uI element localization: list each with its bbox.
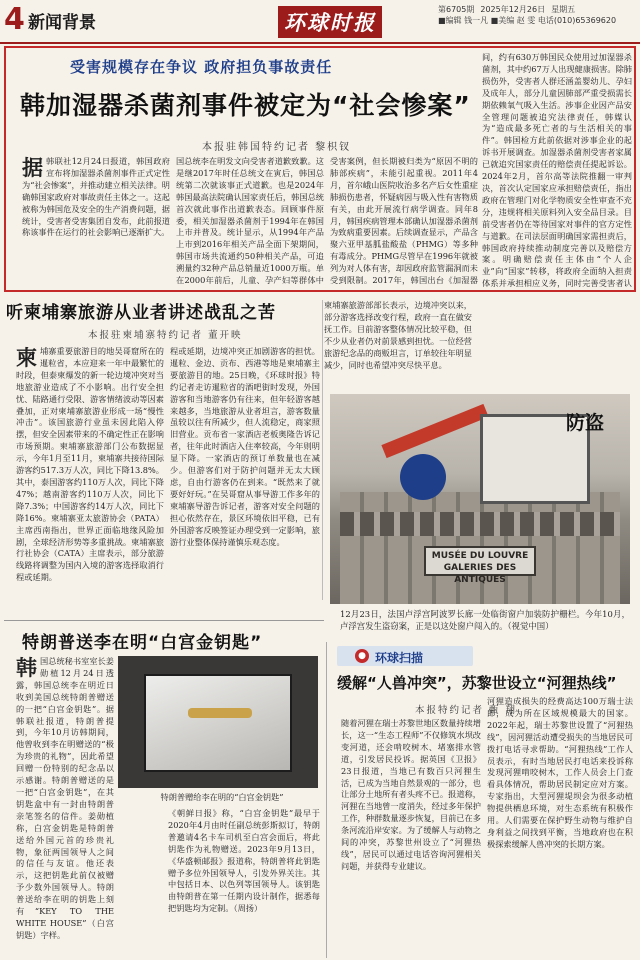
section-name: 新闻背景 [28, 13, 96, 33]
story4-column-1: 随着河狸在瑞士苏黎世地区数量持续增长，这一“生态工程师”不仅修筑水坝改变河道，还会啃咬树木、堵塞排水管道，引发居民投诉。据英国《卫报》23日报道，当地已有数百只河狸生活，已成为当地自然景观的一部分，也让部分土地所有者头疼不已。报道称，河狸在当地曾一度消失，经过多年保护工作，种群数量逐步恢复，目前已在多条河流沿岸安家。为了缓解人与动物之间的冲突，苏黎世州设立了“河狸热线”，居民可以通过电话咨询河狸相关问题，并获得专业建议。 [341, 718, 481, 871]
story2-dropcap: 柬 [16, 346, 37, 370]
issue-date: 2025年12月26日 [480, 5, 546, 14]
lead-article [4, 46, 636, 292]
story2-byline: 本报驻柬埔寨特约记者 董开映 [88, 330, 243, 341]
lead-column-2: 国总统李在明发文向受害者道歉致歉。这是继2017年时任总统文在寅后，韩国总统第二次就该事正式道歉。也是2024年韩国最高法院确认国家责任后，韩国总统首次就此事作出道歉表态。回顾事件原委，相关加湿器杀菌剂于1994年在韩国上市并普及。统计显示，从1994年产品上市到2016年相关产品全面下架期间，韩国市场共流通约50种相关产品，可追溯量约32种产品总销量近1000万瓶。单在2000年前后，儿童、孕产妇等群体中 [176, 156, 324, 286]
story4-column-2: 河狸造成损失的经费高达100万瑞士法郎，成为所在区域规模最大的国家。2022年起，瑞士苏黎世设置了“河狸热线”，因河狸活动遭受损失的当地居民可拨打电话寻求帮助。“河狸热线”工作人员表示，有时当地居民打电话来投诉称发现河狸啃咬树木，工作人员会上门查看具体情况，帮助居民制定应对方案。专家指出，大型河狸堤坝会为很多动植物提供栖息环境，对生态系统有积极作用。人们需要在保护野生动物与维护自身利益之间找到平衡，当地政府也在积极探索缓解人兽冲突的长期方案。 [487, 696, 633, 849]
museum-sign-line-2: GALERIES DES ANTIQUES [443, 563, 517, 585]
issue-number: 第6705期 [438, 5, 475, 14]
lead-column-4: 间，约有630万韩国民众使用过加湿器杀菌剂，其中约67万人出现健康损害。除肺损伤外，受害者人群还涵盖婴幼儿、孕妇及成年人，部分儿童因肺部严重受损需长期依赖氧气吸入生活。涉事企业因产品安全管理问题被追究法律责任，韩媒认为“造成最多死亡者的与生活相关的事件”。韩国检方此前依据对涉事企业的起诉书开展调查。加湿器杀菌剂受害者家属已就追究国家责任的赔偿责任提起诉讼。2024年2月，首尔高等法院推翻一审判决，首次认定国家应承担赔偿责任，指出政府在管理门对化学物质安全性审查不充分，违规将相关原料列入安全品目录。目前受害者仍在等待国家对事件的官方定性与道歉。在司法层面明确国家需担责后，韩国政府持续推动制度完善以及赔偿方案。明确赔偿责任主体由“个人企业”向“国家”转移，将政府全面纳入担责体系并承担相应义务，同时完善受害者认 [482, 52, 632, 288]
photo-label: 防盗 [566, 412, 605, 434]
story3-column-1-text: 国总统秘书室室长姜勋植12月24日透露，韩国总统李在明近日收到美国总统特朗普赠送的一把“白宫金钥匙”。据韩联社报道，特朗普提到，今年10月访韩期间，他曾收到李在明赠送的“极为珍贵的礼物”，因此希望回赠一份特别的纪念品以示感谢。特朗普赠送的是一把“白宫金钥匙”，在其钥匙盒中有一封由特朗普亲笔签名的信件。姜勋植称，白宫金钥匙是特朗普送给外国元首的珍贵礼物，象征两国领导人之间的信任与友谊。他还表示，这把钥匙此前仅被赠予少数外国领导人。特朗普送给李在明的钥匙上刻有“KEY TO THE WHITE HOUSE”（白宫钥匙）字样。 [16, 656, 114, 940]
global-scan-tag [337, 646, 473, 666]
page-number: 4 [4, 2, 25, 37]
golden-key-photo [118, 656, 318, 788]
lead-byline: 本报驻韩国特约记者 黎枳钗 [202, 142, 352, 153]
lead-dropcap: 据 [22, 156, 43, 180]
museum-arches [340, 512, 620, 536]
key-box [144, 674, 292, 772]
photo-watermark-seal [400, 454, 446, 500]
story4-byline: 本报特约记者 甄 翔 [415, 705, 518, 716]
lead-headline: 韩加湿器杀菌剂事件被定为“社会惨案” [20, 91, 471, 120]
story2-headline: 听柬埔寨旅游从业者讲述战乱之苦 [6, 303, 276, 323]
globe-icon: ● [355, 649, 369, 663]
lead-kicker: 受害规模存在争议 政府担负事故责任 [70, 58, 333, 76]
story3-column-1 [16, 656, 114, 952]
news-photo [330, 394, 630, 604]
column-divider [322, 300, 323, 600]
story2-column-1-text: 埔寨重要旅游目的地吴哥窟所在的暹粒省，本应迎来一年中最繁忙的时段，但泰柬爆发的新一轮边境冲突对当地旅游业造成了不小影响。出行安全担忧、陆路通行受限、游客情绪波动等因素叠加，正对柬埔寨旅游业形成一场“慢性冲击”。该国旅游行业虽未因此陷入停摆，但安全因素带来的不确定性正在影响市场预期。柬埔寨旅游部门公布数据显示，今年1月至11月，柬埔寨共接待国际游客约517.3万人次，同比下降13.8%。其中，泰国游客约110万人次，同比下降47%；越南游客约110万人次，同比下降7.3%；中国游客约14万人次，同比下降16%。柬埔寨亚太旅游协会（PATA）主席西南指出，世界正面临地缘风险加剧，全球经济形势等多重挑战。柬埔寨旅行社协会（CATA）主席表示，部分旅游线路将调整为国内入境的游客选择取消行程或延期。 [16, 346, 164, 583]
lead-column-1-text: 韩联社12月24日报道，韩国政府宣布将加湿器杀菌剂事件正式定性为“社会惨案”，并推动建立相关法律。明确韩国家政府对事故责任主体之一。这起被称为韩国危及安全的生产消费问题，据统计，受害者受害集团自发布，此前报道称该事件在运行的社会影响已逐渐扩大。 [22, 156, 170, 238]
lead-column-1 [22, 156, 170, 288]
story3-headline: 特朗普送李在明“白宫金钥匙” [22, 633, 263, 653]
global-scan-label: 环球扫描 [375, 651, 424, 665]
museum-sign [424, 546, 536, 585]
golden-key-caption: 特朗普赠给李在明的“白宫金钥匙” [160, 792, 284, 802]
section-divider [4, 620, 324, 621]
story2-column-2: 程或延期，边境冲突正加剧游客的担忧。暹粒、金边、贡布、西港等地是柬埔寨主要旅游目的地。25日晚，《环球时报》特约记者走访暹粒省的酒吧街时发现，外国游客和当地游客仍有往来，但年轻游客越来越多，当地旅游从业者坦言，游客数量虽较以往有所减少，但人流稳定，商家照旧营业。贡布省一家酒店老板奥隆告诉记者，往年此时酒店入住率较高，今年则明显下降。一家酒店的预订单数量也在减少。但游客们对于防护问题并无太大顾虑，自由行游客仍在到来。“既然来了就要好好玩。”在吴哥窟从事导游工作多年的柬埔寨导游告诉记者，游客对安全问题的担心依然存在，景区环境依旧平稳，已有外国游客反映签证办理受到一定影响，旅游行业整体保持谨慎乐观态度。 [170, 346, 320, 547]
golden-key [188, 708, 252, 718]
issue-info [438, 4, 616, 26]
story3-dropcap: 韩 [16, 656, 37, 680]
masthead [0, 0, 640, 44]
story4-headline: 缓解“人兽冲突”，苏黎世设立“河狸热线” [337, 674, 617, 692]
newspaper-logo: 环球时报 [278, 6, 382, 38]
staff-line: ■编辑 钱一凡 ■美编 赵 雯 电话(010)65369620 [438, 16, 617, 25]
global-scan-section [326, 642, 636, 958]
lift-arm [381, 404, 488, 458]
issue-weekday: 星期五 [551, 5, 576, 14]
story2-column-3: 柬埔寨旅游部部长表示，边境冲突以来，部分游客选择改变行程，政府一直在做安抚工作。目前游客整体情况比较平稳，但不少从业者仍对前景感到担忧。一位经营旅游纪念品的商贩坦言，订单较往年明显减少，同时也希望冲突尽快平息。 [324, 300, 472, 370]
story3-column-2: 《朝鲜日报》称，“白宫金钥匙”最早于2020年4月由时任副总统彭斯拟订，特朗普邀请4名卡车司机至白宫会面后，将此钥匙作为礼物赠送。2023年9月13日，《华盛顿邮报》报道称，特朗普将此钥匙赠予多位外国领导人，引发外界关注。其中包括日本、以色列等国领导人。该钥匙由特朗普在第一任期内设计制作，据悉每把钥匙均为定制。（周扬） [168, 808, 320, 914]
story2-column-1 [16, 346, 164, 586]
lead-column-3: 受害案例，但长期被归类为“原因不明的肺部疾病”，未能引起重视。2011年4月，首尔峨山医院收治多名产后女性重症肺损伤患者，怀疑病因与吸入性有害物质有关，由此开展流行病学调查。同年8月，韩国疾病管理本部确认加湿器杀菌剂为致病重要因素。后续调查显示，产品含聚六亚甲基胍盐酸盐（PHMG）等多种有毒成分。PHMG尽管早在1996年就被列为对人体有害，却因政府监管漏洞而未受到限制。2017年，韩国出台《加湿器 [330, 156, 478, 286]
museum-sign-line-1: MUSÉE DU LOUVRE [431, 551, 529, 561]
photo-caption: 12月23日，法国卢浮宫阿波罗长廊一处临街窗户加装防护栅栏。今年10月，卢浮宫发生盗窃案，正是以这处窗户闯入的。（视觉中国） [340, 609, 630, 631]
